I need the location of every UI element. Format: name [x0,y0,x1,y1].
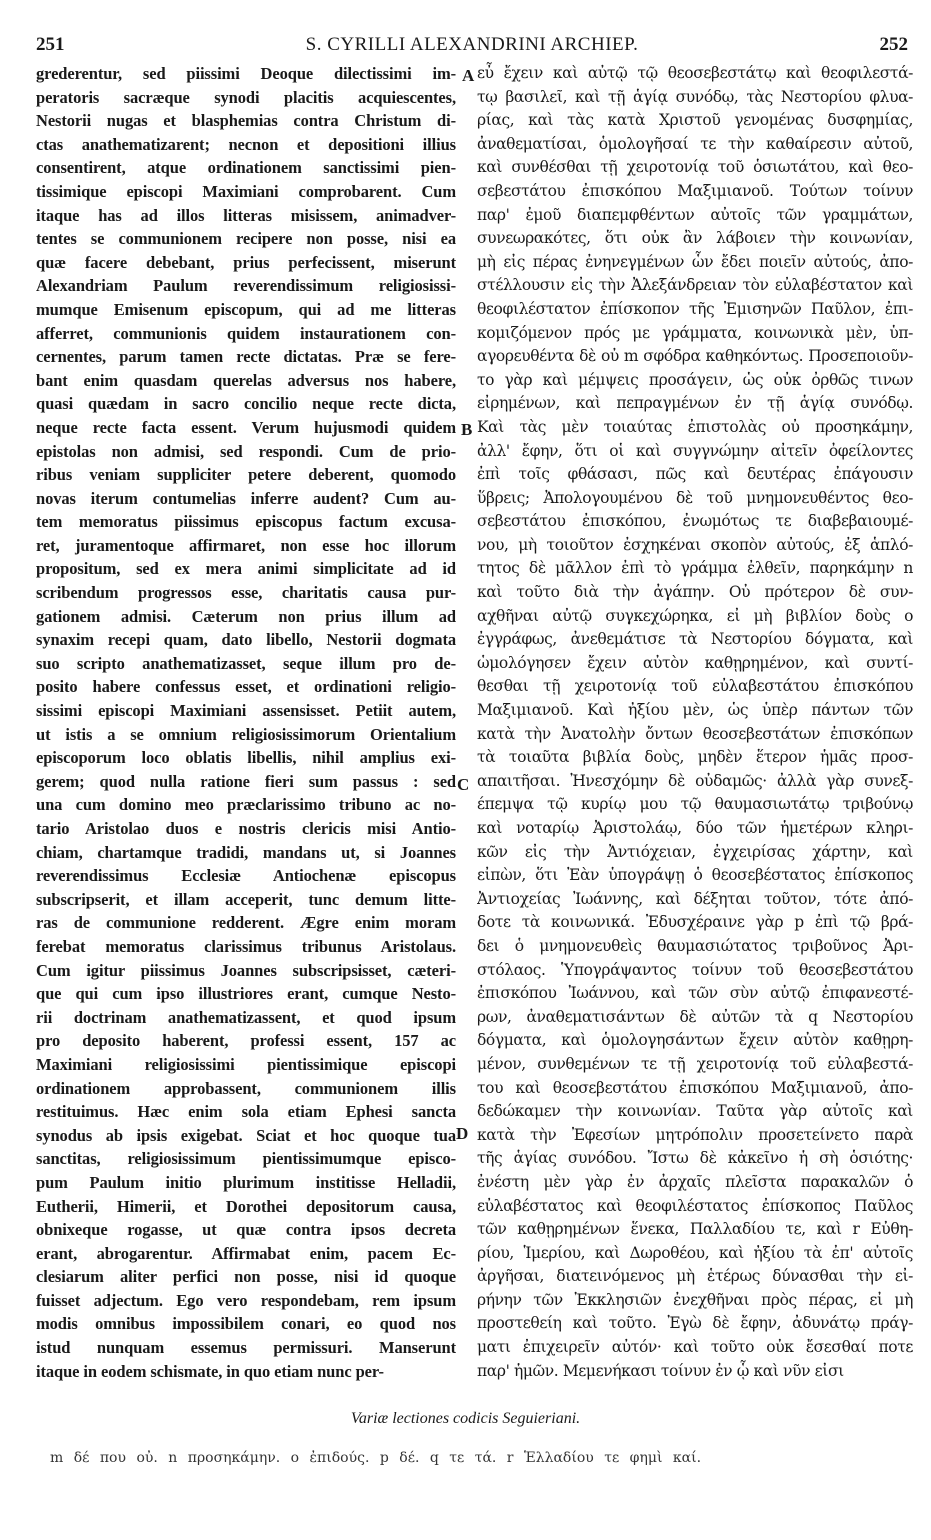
latin-line: rii doctrinam anathematizassent, et quod ipsum [36,1007,456,1027]
latin-line: cernentes, parum tamen recte dictatas. Præ se fere- [36,347,456,367]
latin-line: tem memoratus piissimus episcopus factum excusa- [36,512,456,532]
latin-line: tentes se communionem recipere non posse, nisi ea [36,229,456,249]
latin-line: pum Paulum initio plurimum institisse Helladii, [36,1172,456,1192]
greek-line: δεδώκαμεν τὴν κοινωνίαν. Ταῦτα γὰρ αὐτοῖς καὶ [477,1102,913,1121]
latin-line: episcoporum loco oblatis libellis, nihil amplius exi- [36,748,456,768]
greek-line: τητος δὲ μᾶλλον ἐπὶ τὸ γράμμα ἐλθεῖν, παρηκάμην n [477,559,913,578]
latin-line: propositum, sed ex mera animi simplicitate ad id [36,559,456,579]
latin-line: una cum domino meo præclarissimo tribuno ac no- [36,795,456,815]
greek-line: ἐγγράφως, ἀνεθεμάτισε τὰ Νεστορίου δόγματα, καὶ [477,630,913,649]
greek-line: μένον, συνθεμένων τε τῇ χειροτονίᾳ τοῦ εὐλαβεστά- [477,1054,913,1073]
running-header [36,32,908,60]
greek-line: μὴ εἰς πέρας ἐνηνεγμένων ὧν ἔδει ποιεῖν αὐτούς, ἀπο- [477,252,913,271]
latin-line: gationem admisi. Cæterum non prius illum ad [36,606,456,626]
margin-marker-c: C [457,775,470,794]
greek-line: Ἀντιοχείας Ἰωάννης, καὶ δέξηται τοῦτον, τότε ἀπό- [477,889,913,908]
greek-line: κατὰ τὴν Ἐφεσίων μητρόπολιν προσετείνετο παρὰ [477,1125,913,1144]
latin-line: istud nunquam essemus permissuri. Manserunt [36,1338,456,1358]
margin-marker-b: B [461,420,473,439]
greek-line: στέλλουσιν εἰς τὴν Ἀλεξάνδρειαν τὸν εὐλαβέστατον καὶ [477,276,913,295]
greek-line: τῆς ἁγίας συνόδου. Ἴστω δὲ κἀκεῖνο ἡ σὴ ὁσιότης· [477,1149,913,1168]
latin-line: scribendum progressos esse, charitatis causa pur- [36,583,456,603]
variant-readings: m δέ που οὐ. n προσηκάμην. o ἐπιδούς. p δέ. q τε τά. r Ἑλλαδίου τε φημὶ καί. [50,1450,702,1466]
latin-line: quæ facere debebant, prius perfecissent, miserunt [36,252,456,272]
variae-lectiones-title: Variæ lectiones codicis Seguieriani. [350,1410,581,1427]
greek-line: στόλαος. Ὑπογράψαντος τοίνυν τοῦ θεοσεβεστάτου [477,960,913,979]
greek-line: θεοφιλέστατον ἐπίσκοπον τῆς Ἐμισηνῶν Παῦλον, ἐπι- [477,299,913,318]
greek-line: σεβεστάτου ἐπισκόπου Μαξιμιανοῦ. Τούτων τοίνυν [477,181,913,200]
greek-line: εἰπὼν, ὅτι Ἐὰν ὑπογράψῃ ὁ θεοσεβέστατος ἐπίσκοπος [477,866,913,885]
latin-line: itaque has ad illos litteras misissem, animadver- [36,205,456,225]
latin-line: mumque Emisenum episcopum, qui ad me litteras [36,299,456,319]
latin-line: sanctitas, religiosissimum pientissimumque episco- [36,1149,456,1169]
greek-line: τῳ βασιλεῖ, καὶ τῇ ἁγίᾳ συνόδῳ, τὰς Νεστορίου φλυα- [477,87,913,106]
latin-line: ras de communione redderent. Ægre enim moram [36,913,456,933]
margin-marker-a: A [462,66,475,85]
greek-line: του καὶ θεοσεβεστάτου ἐπισκόπου Μαξιμιανοῦ, ἀπο- [477,1078,913,1097]
latin-line: quasi quædam in sacro concilio neque recte dicta, [36,394,456,414]
latin-line: ordinationem approbassent, communionem illis [36,1078,456,1098]
greek-line: ἐπισκόπου Ἰωάννου, καὶ τῶν σὺν αὐτῷ ἐπιφανεστέ- [477,984,913,1003]
latin-line: grederentur, sed piissimi Deoque dilectissimi im- [36,64,456,83]
latin-line: epistolas non admisi, sed respondi. Cum de prio- [36,441,456,461]
greek-line: ἀναθεματίσαι, ὁμολογῆσαί τε τὴν καθαίρεσιν αὐτοῦ, [477,134,913,153]
greek-line: εἰρημένων, καὶ πεπραγμένων ἐν τῇ ἁγίᾳ συνόδῳ. [477,394,913,413]
page-number-left: 251 [36,34,65,55]
greek-line: εὖ ἔχειν καὶ αὐτῷ τῷ θεοσεβεστάτῳ καὶ θεοφιλεστά- [477,64,913,82]
latin-line: itaque in eodem schismate, in quo etiam nunc per- [36,1361,384,1381]
page-number-right: 252 [879,34,908,55]
latin-line: gerem; quod nulla ratione fieri sum passus : sed [36,771,456,791]
latin-line: Alexandriam Paulum reverendissimum religiosissi- [36,276,456,296]
greek-line: αγορευθέντα δὲ οὐ m σφόδρα καθηκόντως. Προσεποιοῦν- [477,347,913,366]
latin-line: Nestorii nugas et blasphemias contra Christum di- [36,111,456,131]
latin-line: synodus ab ipsis exigebat. Sciat et hoc quoque tua [36,1125,456,1145]
latin-line: chiam, chartamque tradidi, mandans ut, si Joannes [36,842,456,862]
greek-line: ρήνην τῶν Ἐκκλησιῶν ἐνεχθῆναι πρὸς πέρας, εἰ μὴ [477,1290,913,1309]
latin-line: bant enim quasdam querelas adversus nos habere, [36,370,456,390]
greek-line: καὶ τοῦτο διὰ τὴν ἀγάπην. Οὐ πρότερον δὲ συν- [477,583,913,602]
latin-line: novas iterum contumelias inferre audent? Cum au- [36,488,456,508]
latin-line: Maximiani religiosissimi pientissimique episcopi [36,1054,456,1074]
latin-line: tissimique episcopi Maximiani comprobarent. Cum [36,181,456,201]
greek-line: κατὰ τὴν Ἀνατολὴν ὄντων θεοσεβεστάτων ἐπισκόπων [477,724,913,743]
margin-marker-d: D [456,1124,469,1143]
latin-line: afferret, communionis quidem instaurationem con- [36,323,456,343]
greek-line: Καὶ τὰς μὲν τοιαύτας ἐπιστολὰς οὐ προσηκάμην, [477,417,913,436]
greek-line: δει ὁ μνημονευθεὶς θαυμασιώτατος τριβοῦνος Ἀρι- [477,936,913,955]
greek-line: ὡμολόγησεν ἔχειν αὐτὸν καθῃρημένον, καὶ συντί- [477,653,913,672]
greek-line: παρ' ἡμῶν. Μεμενήκασι τοίνυν ἐν ᾧ καὶ νῦν εἰσι [477,1361,844,1380]
latin-column [36,62,456,1383]
greek-line: αχθῆναι αὐτῷ συγκεχώρηκα, εἰ μὴ βιβλίον δοὺς o [477,606,913,625]
latin-line: synaxim recepi quam, dato libello, Nestorii dogmata [36,630,456,650]
latin-line: neque recte facta essent. Verum hujusmodi quidem [36,417,456,437]
latin-line: peratoris sacræque synodi placitis acquiescentes, [36,87,456,107]
greek-line: δοτε τὰ κοινωνικά. Ἐδυσχέραινε γὰρ p ἐπὶ τῷ βρά- [477,913,913,932]
latin-line: que qui cum ipso illustriores erant, cumque Nesto- [36,984,456,1004]
latin-line: modis omnibus impossibilem conari, eo quod nos [36,1314,456,1334]
greek-line: ἀλλ' ἔφην, ὅτι οἱ καὶ συγγνώμην αἰτεῖν ὀφείλοντες [477,441,913,460]
running-title: S. CYRILLI ALEXANDRINI ARCHIEP. [305,34,639,55]
greek-line: ματι ἐπιχειρεῖν αὐτόν· καὶ τοῦτο οὐκ ἔσεσθαί ποτε [477,1338,913,1357]
greek-column [477,62,913,1383]
latin-line: ret, juramentoque affirmaret, non esse hoc illorum [36,535,456,555]
greek-line: ρίας, καὶ τὰς κατὰ Χριστοῦ γενομένας δυσφημίας, [477,111,913,130]
greek-line: θεσθαι τῇ χειροτονίᾳ τοῦ εὐλαβεστάτου ἐπισκόπου [477,677,913,696]
latin-line: pro deposito haberent, professi essent, 157 ac [36,1031,456,1051]
greek-line: ρων, ἀναθεματισάντων δὲ αὐτῶν τὰ q Νεστορίου [477,1007,913,1026]
greek-line: Μαξιμιανοῦ. Καὶ ἠξίου μὲν, ὡς ὑπὲρ πάντων τῶν [477,701,913,720]
latin-line: posito habere confessus esset, et ordinationi religio- [36,677,456,697]
latin-line: reverendissimus Ecclesiæ Antiochenæ episcopus [36,866,456,886]
latin-line: ribus veniam suppliciter petere deberent, quomodo [36,465,456,485]
latin-line: Cum igitur piissimus Joannes subscripsisset, cæteri- [36,960,456,980]
latin-line: Eutherii, Himerii, et Dorothei depositorum causa, [36,1196,456,1216]
latin-line: tario Aristolao duos e nostris clericis misi Antio- [36,819,456,838]
greek-line: κομιζόμενον πρός με γράμματα, κοινωνικὰ μὲν, ὑπ- [477,323,913,342]
greek-line: παρ' ἐμοῦ διαπεμφθέντων αὐτοῖς τῶν γραμμάτων, [477,205,913,224]
greek-line: τὰ τοιαῦτα βιβλία δοὺς, μηδὲν ἕτερον ἡμᾶς προσ- [477,748,913,767]
latin-line: restituimus. Hæc enim sola etiam Ephesi sancta [36,1102,456,1122]
latin-line: sissimi episcopi Maximiani assensisset. Petiit autem, [36,701,456,721]
greek-line: τῶν καθῃρημένων ἕνεκα, Παλλαδίου τε, καὶ r Εὐθη- [477,1220,913,1239]
greek-line: καὶ συνθέσθαι τῇ χειροτονίᾳ τοῦ ὁσιωτάτου, καὶ θεο- [477,158,913,177]
greek-line: συνεωρακότες, ὅτι οὐκ ἂν λάβοιεν τὴν κοινωνίαν, [477,229,913,248]
greek-line: ρίου, Ἱμερίου, καὶ Δωροθέου, καὶ ἠξίου τὰ ἐπ' αὐτοῖς [477,1243,913,1262]
latin-line: ut istis a se omnium religiosissimorum Orientalium [36,724,456,744]
greek-line: εὐλαβέστατος καὶ θεοφιλέστατος ἐπίσκοπος Παῦλος [477,1196,913,1215]
greek-line: έπεμψα τῷ κυρίῳ μου τῷ θαυμασιωτάτῳ τριβούνῳ [477,795,913,814]
latin-line: clesiarum aliter perfici non posse, nisi id quoque [36,1267,456,1287]
greek-line: ὕβρεις; Ἀπολογουμένου δὲ τοῦ μνημονευθέντος θεο- [477,488,913,507]
latin-line: fuisset adjectum. Ego vero respondebam, rem ipsum [36,1290,456,1310]
latin-line: obnixeque rogasse, ut quæ contra ipsos decreta [36,1220,456,1240]
greek-line: το γὰρ καὶ μέμψεις προσάγειν, ὡς οὐκ ὀρθῶς τινων [477,370,913,389]
greek-line: καὶ νοταρίῳ Ἀριστολάῳ, δύο τῶν ἡμετέρων κληρι- [477,819,913,837]
greek-line: σεβεστάτου ἐπισκόπου, ἐνωμότως τε διαβεβαιουμέ- [477,512,913,531]
latin-line: consentirent, atque ordinationem sanctissimi pien- [36,158,456,178]
latin-line: suo scripto anathematizasset, seque illum pro de- [36,653,456,673]
latin-line: ctas anathematizarent; necnon et depositioni illius [36,134,456,154]
greek-line: απαιτῆσαι. Ἠνεσχόμην δὲ οὐδαμῶς· ἀλλὰ γὰρ συνεξ- [477,771,913,790]
greek-line: προστεθείη καὶ τοῦτο. Ἐγὼ δὲ ἔφην, ἀδυνάτῳ πράγ- [477,1314,913,1333]
greek-line: κῶν εἰς τὴν Ἀντιόχειαν, ἐγχειρίσας χάρτην, καὶ [477,842,913,861]
latin-line: ferebat memoratus clarissimus tribunus Aristolaus. [36,936,456,956]
greek-line: ἐπὶ τοῖς φθάσασι, πῶς καὶ δευτέρας ἐπάγουσιν [477,465,913,484]
greek-line: δόγματα, καὶ ὁμολογησάντων ἔχειν αὐτὸν καθῃρη- [477,1031,913,1050]
greek-line: ἐνέστη μὲν γὰρ ἐν ἀρχαῖς πλεῖστα παρακαλῶν ὁ [477,1172,913,1191]
greek-line: ἀργῆσαι, διατεινόμενος μὴ ἑτέρως δύνασθαι τὴν εἰ- [477,1267,913,1286]
greek-line: νου, μὴ τοιοῦτον ἐσχηκέναι σκοπὸν αὐτούς, ἐξ ἁπλό- [477,535,913,554]
latin-line: subscripserit, et illam acceperit, tunc demum litte- [36,889,456,909]
latin-line: erant, abrogarentur. Affirmabat enim, pacem Ec- [36,1243,456,1263]
